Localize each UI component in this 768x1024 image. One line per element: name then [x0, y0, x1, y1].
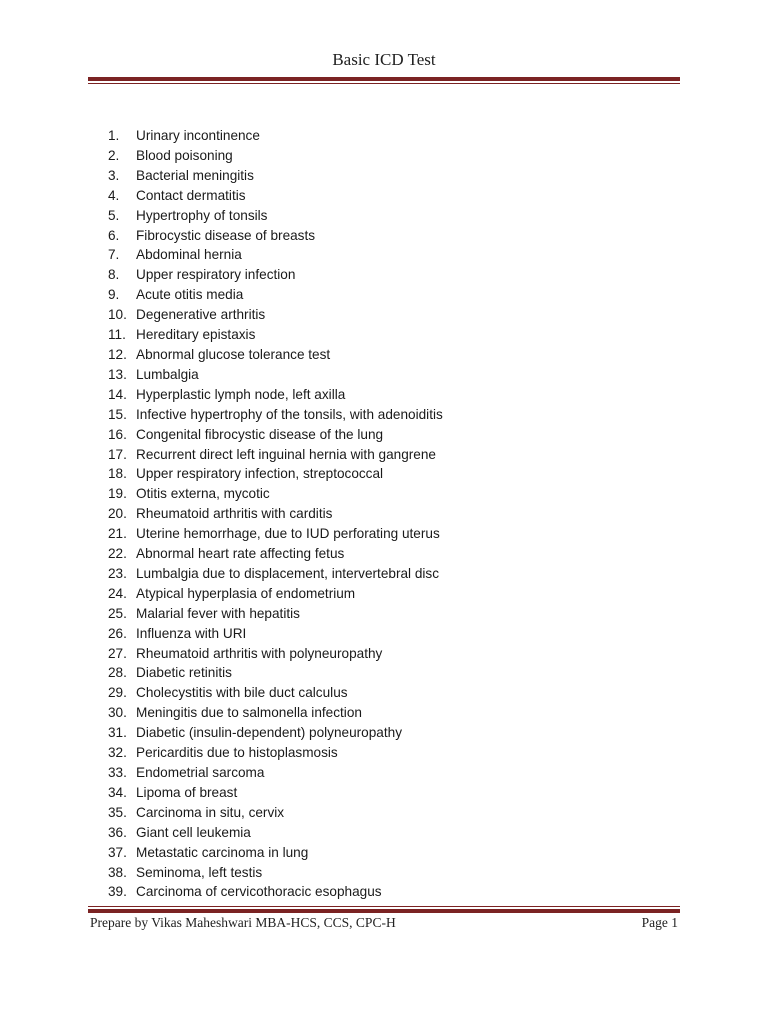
list-item-text: Upper respiratory infection, streptococcal — [136, 466, 384, 482]
list-item-text: Hereditary epistaxis — [136, 327, 256, 343]
list-item-number: 10. — [108, 307, 127, 323]
list-item-number: 37. — [108, 844, 127, 860]
list-item-number: 3. — [108, 167, 120, 183]
list-item — [108, 524, 443, 544]
list-item-number: 38. — [108, 864, 127, 880]
list-item-text: Lumbalgia — [136, 366, 199, 382]
list-item — [108, 405, 443, 425]
list-item-number: 33. — [108, 765, 127, 780]
footer-divider-thin — [88, 906, 680, 907]
list-item-number: 31. — [108, 725, 127, 741]
list-item — [108, 345, 443, 365]
list-item — [108, 186, 443, 206]
list-item-text: Seminoma, left testis — [136, 864, 263, 880]
list-item-number: 13. — [108, 366, 127, 382]
list-item — [108, 325, 443, 345]
list-item — [108, 126, 443, 146]
list-item-number: 17. — [108, 446, 127, 462]
list-item — [108, 226, 443, 246]
list-item-text: Carcinoma in situ, cervix — [136, 804, 285, 820]
list-item — [108, 166, 443, 186]
list-item-number: 27. — [108, 645, 127, 661]
list-item-text: Infective hypertrophy of the tonsils, with adenoiditis — [136, 406, 443, 422]
list-item-number: 8. — [108, 267, 120, 283]
list-item — [108, 703, 443, 723]
list-item-text: Malarial fever with hepatitis — [136, 605, 300, 621]
list-item-number: 23. — [108, 565, 127, 581]
list-item — [108, 783, 443, 803]
list-item-number: 22. — [108, 546, 127, 562]
list-item — [108, 285, 443, 305]
list-item-number: 24. — [108, 585, 127, 601]
list-item-text: Abnormal heart rate affecting fetus — [136, 546, 345, 562]
list-item — [108, 146, 443, 166]
list-item-number: 19. — [108, 486, 127, 502]
list-item-text: Hyperplastic lymph node, left axilla — [136, 386, 346, 402]
list-item-text: Acute otitis media — [136, 287, 244, 303]
list-item-text: Fibrocystic disease of breasts — [136, 227, 316, 243]
list-item — [108, 823, 443, 843]
list-item-number: 5. — [108, 207, 120, 223]
list-item — [108, 683, 443, 703]
list-item — [108, 245, 443, 265]
list-item-text: Meningitis due to salmonella infection — [136, 705, 362, 721]
list-item — [108, 624, 443, 644]
list-item-number: 21. — [108, 526, 127, 542]
list-item — [108, 365, 443, 385]
list-item-text: Abdominal hernia — [136, 247, 242, 263]
list-item-text: Pericarditis due to histoplasmosis — [136, 745, 338, 761]
list-item-text: Recurrent direct left inguinal hernia with gangrene — [136, 446, 436, 462]
list-item-number: 18. — [108, 466, 127, 482]
list-item-number: 26. — [108, 625, 127, 641]
list-item — [108, 425, 443, 445]
list-item — [108, 544, 443, 564]
list-item-text: Upper respiratory infection — [136, 267, 296, 283]
footer-author: Prepare by Vikas Maheshwari MBA-HCS, CCS, CPC-H — [90, 915, 396, 930]
diagnosis-list — [108, 126, 443, 902]
list-item-text: Otitis externa, mycotic — [136, 486, 270, 502]
list-item-text: Hypertrophy of tonsils — [136, 207, 268, 223]
list-item — [108, 504, 443, 524]
list-item-number: 1. — [108, 128, 120, 143]
list-item-text: Cholecystitis with bile duct calculus — [136, 685, 348, 701]
list-item-text: Carcinoma of cervicothoracic esophagus — [136, 884, 382, 900]
list-item-number: 25. — [108, 605, 127, 621]
list-item — [108, 763, 443, 783]
list-item-text: Diabetic (insulin-dependent) polyneuropathy — [136, 725, 403, 741]
list-item-text: Giant cell leukemia — [136, 824, 251, 840]
list-item-number: 28. — [108, 665, 127, 681]
page-header-title: Basic ICD Test — [332, 50, 436, 69]
header-divider-thick — [88, 77, 680, 81]
list-item-text: Urinary incontinence — [136, 128, 260, 143]
list-item-number: 30. — [108, 705, 127, 721]
list-item-text: Abnormal glucose tolerance test — [136, 346, 331, 362]
list-item-number: 6. — [108, 227, 120, 243]
list-item — [108, 863, 443, 883]
list-item-text: Contact dermatitis — [136, 187, 246, 203]
list-item-text: Lumbalgia due to displacement, intervertebral disc — [136, 565, 440, 581]
list-item-text: Rheumatoid arthritis with polyneuropathy — [136, 645, 383, 661]
list-item-text: Endometrial sarcoma — [136, 765, 265, 780]
list-item-text: Metastatic carcinoma in lung — [136, 844, 309, 860]
list-item-text: Congenital fibrocystic disease of the lung — [136, 426, 384, 442]
list-item-number: 15. — [108, 406, 127, 422]
list-item-text: Uterine hemorrhage, due to IUD perforating uterus — [136, 526, 440, 542]
list-item-number: 35. — [108, 804, 127, 820]
list-item — [108, 584, 443, 604]
list-item-number: 34. — [108, 784, 127, 800]
list-item-text: Bacterial meningitis — [136, 167, 254, 183]
list-item-text: Atypical hyperplasia of endometrium — [136, 585, 356, 601]
list-item — [108, 445, 443, 465]
list-item-text: Influenza with URI — [136, 625, 247, 641]
list-item-text: Blood poisoning — [136, 147, 233, 163]
list-item-number: 16. — [108, 426, 127, 442]
list-item-number: 4. — [108, 187, 120, 203]
list-item — [108, 604, 443, 624]
list-item-number: 12. — [108, 346, 127, 362]
list-item-number: 2. — [108, 147, 120, 163]
list-item-number: 7. — [108, 247, 120, 263]
list-item-number: 20. — [108, 506, 127, 522]
list-item — [108, 265, 443, 285]
list-item-text: Rheumatoid arthritis with carditis — [136, 506, 333, 522]
list-item — [108, 305, 443, 325]
list-item — [108, 803, 443, 823]
list-item-number: 14. — [108, 386, 127, 402]
list-item-text: Degenerative arthritis — [136, 307, 266, 323]
footer-divider-thick — [88, 909, 680, 913]
list-item — [108, 644, 443, 664]
list-item — [108, 723, 443, 743]
header-divider-thin — [88, 83, 680, 84]
list-item-number: 29. — [108, 685, 127, 701]
list-item-number: 36. — [108, 824, 127, 840]
list-item — [108, 663, 443, 683]
list-item — [108, 743, 443, 763]
list-item-text: Diabetic retinitis — [136, 665, 232, 681]
list-item-number: 11. — [108, 327, 126, 343]
list-item-number: 9. — [108, 287, 120, 303]
list-item-text: Lipoma of breast — [136, 784, 238, 800]
list-item — [108, 843, 443, 863]
list-item-number: 32. — [108, 745, 127, 761]
list-item — [108, 206, 443, 226]
list-item — [108, 484, 443, 504]
list-item — [108, 464, 443, 484]
footer-page-number: Page 1 — [641, 915, 678, 930]
list-item — [108, 564, 443, 584]
list-item — [108, 882, 443, 902]
list-item-number: 39. — [108, 884, 127, 900]
list-item — [108, 385, 443, 405]
